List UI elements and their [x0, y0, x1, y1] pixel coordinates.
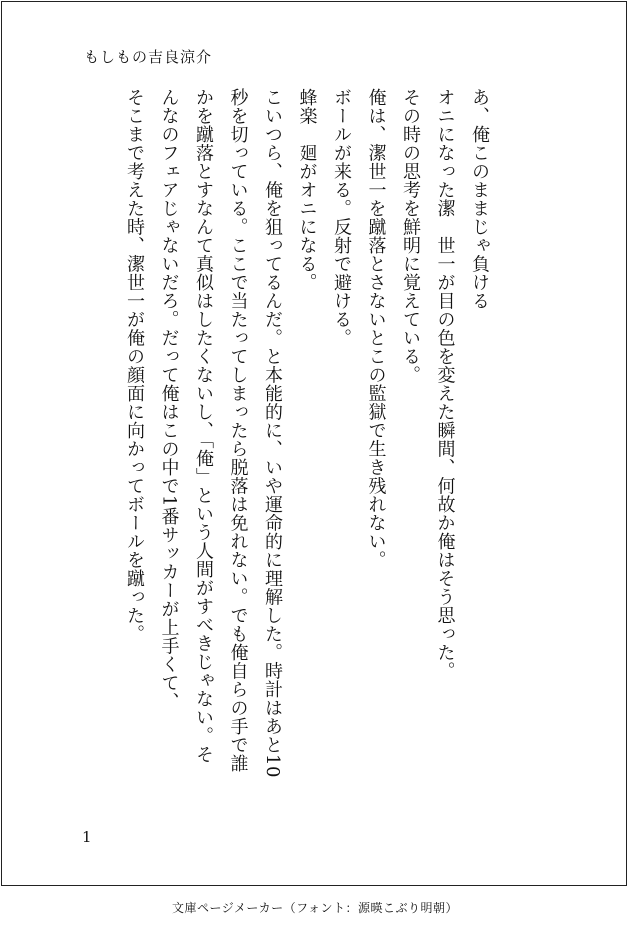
page-number: 1: [82, 828, 92, 846]
paragraph: そこまで考えた時、潔世一が俺の顔面に向かってボールを蹴った。: [124, 88, 145, 643]
paragraph: その時の思考を鮮明に覚えている。: [400, 88, 421, 384]
paragraph: あ、俺このままじゃ負ける: [469, 88, 490, 310]
vertical-body-text: [117, 88, 497, 778]
running-title: もしもの吉良涼介: [84, 48, 213, 66]
paragraph: ボールが来る。反射で避ける。: [331, 88, 352, 347]
paragraph: 蜂楽 廻がオニになる。: [296, 88, 318, 292]
paragraph: こいつら、俺を狙ってるんだ。と本能的に、いや運命的に理解した。時計はあと10秒を切っている。ここで当たってしまったら脱落は免れない。でも俺自らの手で誰かを蹴落とすなんて真似はしたくないし、「俺」という人間がすべきじゃない。そんなのフェアじゃないだろ。だって俺はこの中で1番サッカーが上手くて、: [158, 88, 283, 778]
paragraph: オニになった潔 世一が目の色を変えた瞬間、何故か俺はそう思った。: [434, 88, 456, 680]
paragraph: 俺は、潔世一を蹴落とさないとこの監獄で生き残れない。: [365, 88, 387, 569]
book-page: [1, 1, 627, 886]
footer-caption: 文庫ページメーカー（フォント：源暎こぶり明朝）: [171, 901, 459, 915]
